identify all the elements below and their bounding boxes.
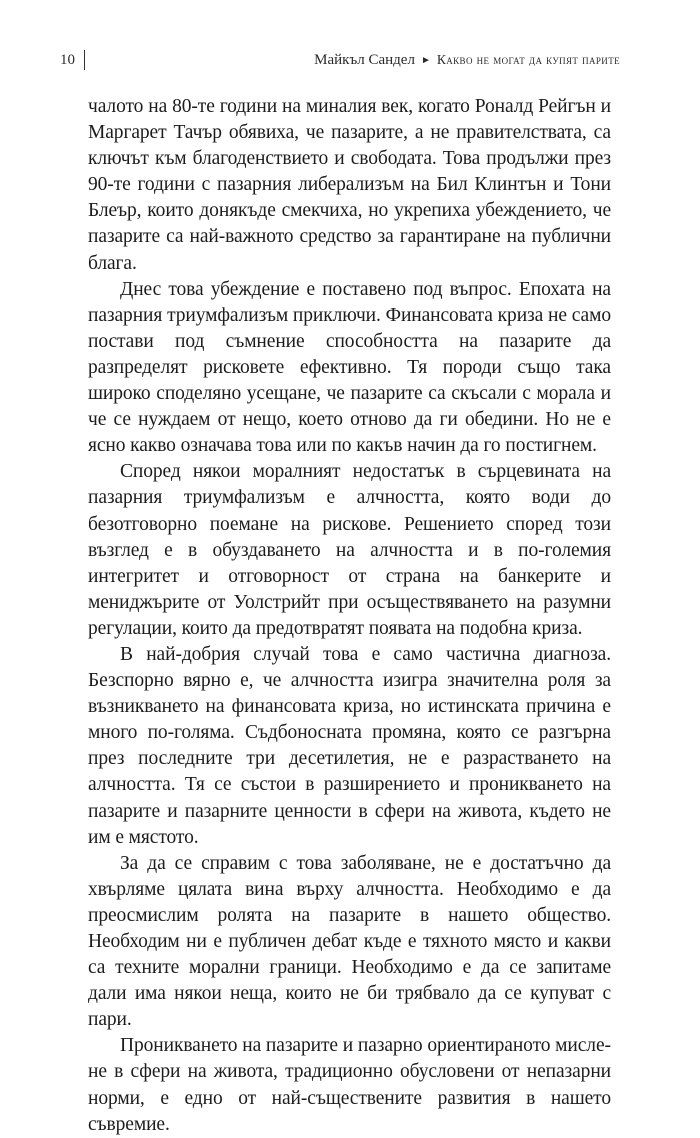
paragraph-6: Проникването на пазарите и пазарно ориентираното мислене в сфери на живота, традиционно обусловени от непазарни норми, е едно от най-съществените развития в нашето съвремие. — [88, 1035, 611, 1135]
paragraph-2: Днес това убеждение е поставено под въпрос. Епохата на пазарния триумфализъм приключи. Финансовата криза не само постави под съмнение способността на пазарите да разпределят рисковете ефективно. Тя породи също така широко споделяно усещане, че пазарите са скъсали с морала и че се нуждаем от нещо, което отново да ги обедини. Но не е ясно какво означава това или по какъв начин да го постигнем. — [88, 278, 611, 457]
running-head-right — [314, 48, 620, 74]
running-head — [60, 48, 620, 72]
body-text — [88, 94, 611, 1138]
page-number: 10 — [60, 52, 75, 68]
author-name: Майкъл Сандел — [314, 52, 415, 68]
header-divider — [84, 50, 85, 70]
paragraph-5: За да се справим с това заболяване, не е достатъчно да хвърляме цялата вина върху алчността. Необходимо е да преосмислим ролята на пазарите в нашето общество. Необходим ни е публичен дебат къде е тяхното място и какви са техните морални граници. Необходимо е да се запитаме дали има някои неща, които не би трябвало да се купуват с пари. — [88, 852, 611, 1031]
paragraph-1: чалото на 80-те години на миналия век, когато Роналд Рейгън и Маргарет Тачър обявиха, че пазарите, а не правителствата, са ключът към благоденствието и свободата. Това продължи през 90-те години с пазарния либерализъм на Бил Клинтън и Тони Блеър, които донякъде смекчиха, но укрепиха убеждението, че пазарите са най-важното средство за гарантиране на публични блага. — [88, 96, 611, 274]
book-title: Какво не могат да купят парите — [436, 52, 620, 67]
arrow-separator-icon: ► — [420, 55, 431, 66]
paragraph-4: В най-добрия случай това е само частична диагноза. Безспорно вярно е, че алчността изигра значителна роля за възникването на финансовата криза, но истинската причина е много по-голяма. Съдбоносната промяна, която се разгърна през последните три десетилетия, не е разрастването на алчността. Тя се състои в разширението и проникването на пазарите и пазарните ценности в сфери на живота, където не им е мястото. — [88, 643, 611, 848]
paragraph-3: Според някои моралният недостатък в сърцевината на пазарния триумфализъм е алчността, която води до безотговорно поемане на рискове. Решението според този възглед е в обуздаването на алчността и в по-големия интегритет и отговорност от страна на банкерите и мениджърите от Уолстрийт при осъществяването на разумни регулации, които да предотвратят появата на подобна криза. — [88, 461, 611, 639]
